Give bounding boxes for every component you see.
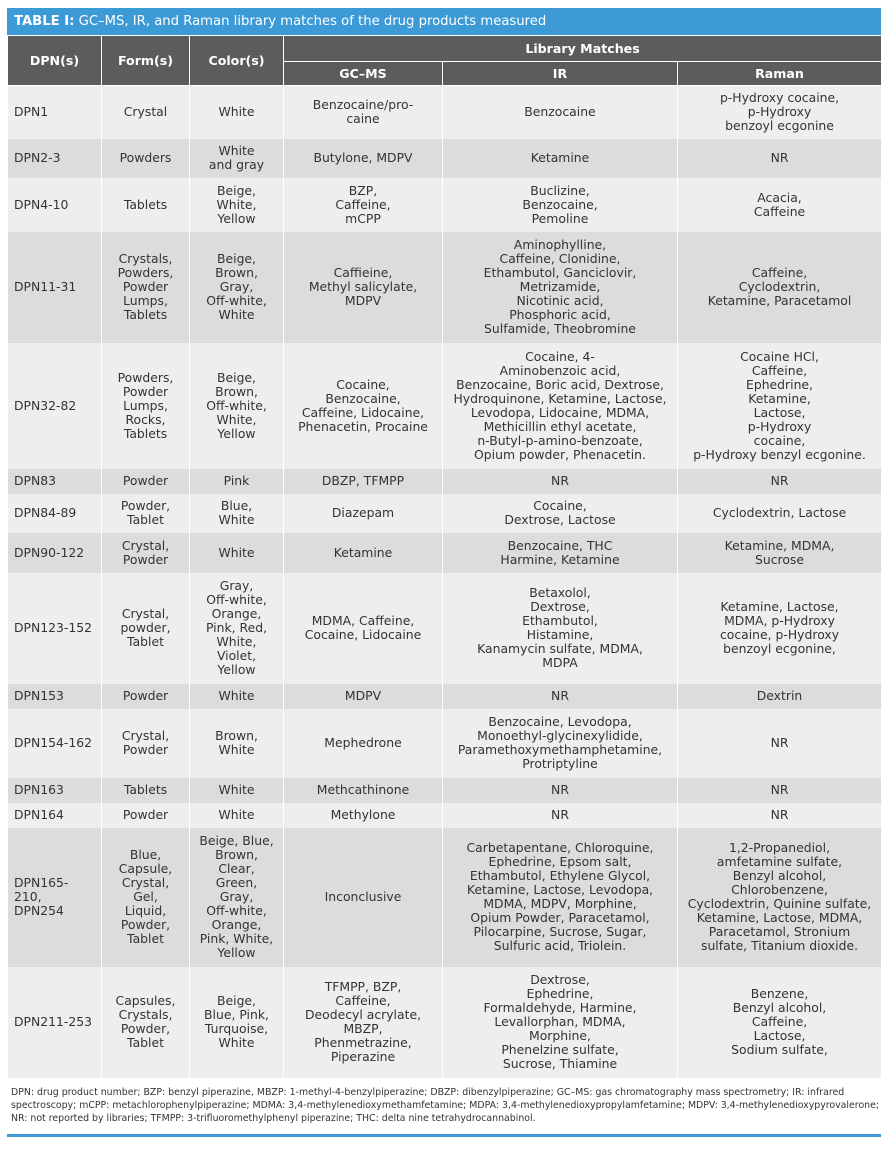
table-row (8, 778, 882, 803)
table-row (8, 803, 882, 828)
cell-dpn: DPN163 (8, 778, 102, 803)
cell-color: Beige, Blue, Pink, Turquoise, White (190, 967, 284, 1078)
cell-gcms: TFMPP, BZP, Caffeine, Deodecyl acrylate, MBZP, Phenmetrazine, Piperazine (284, 967, 443, 1078)
cell-color: White and gray (190, 139, 284, 178)
cell-gcms: Methylone (284, 803, 443, 828)
cell-raman: NR (678, 469, 882, 494)
table-row (8, 967, 882, 1078)
cell-ir: Dextrose, Ephedrine, Formaldehyde, Harmine, Levallorphan, MDMA, Morphine, Phenelzine sulfate, Sucrose, Thiamine (443, 967, 678, 1078)
cell-dpn: DPN11-31 (8, 232, 102, 343)
cell-color: White (190, 86, 284, 139)
cell-form: Powder (102, 803, 190, 828)
cell-gcms: Inconclusive (284, 828, 443, 967)
cell-gcms: Butylone, MDPV (284, 139, 443, 178)
table-row (8, 494, 882, 533)
cell-raman: Ketamine, MDMA, Sucrose (678, 533, 882, 573)
cell-ir: Buclizine, Benzocaine, Pemoline (443, 178, 678, 232)
cell-ir: Ketamine (443, 139, 678, 178)
cell-raman: NR (678, 778, 882, 803)
cell-gcms: DBZP, TFMPP (284, 469, 443, 494)
cell-ir: Cocaine, 4- Aminobenzoic acid, Benzocaine, Boric acid, Dextrose, Hydroquinone, Ketamine, Lactose, Levodopa, Lidocaine, MDMA, Methicillin ethyl acetate, n-Butyl-p-amino-benzoate, Opium powder, Phenacetin. (443, 343, 678, 469)
table-row (8, 86, 882, 139)
cell-color: White (190, 533, 284, 573)
cell-form: Powders, Powder Lumps, Rocks, Tablets (102, 343, 190, 469)
cell-ir: Carbetapentane, Chloroquine, Ephedrine, Epsom salt, Ethambutol, Ethylene Glycol, Ketamine, Lactose, Levodopa, MDMA, MDPV, Morphine, Opium Powder, Paracetamol, Pilocarpine, Sucrose, Sugar, Sulfuric acid, Triolein. (443, 828, 678, 967)
cell-dpn: DPN153 (8, 684, 102, 709)
cell-color: Blue, White (190, 494, 284, 533)
cell-raman: Ketamine, Lactose, MDMA, p-Hydroxy cocaine, p-Hydroxy benzoyl ecgonine, (678, 573, 882, 684)
table-row (8, 232, 882, 343)
cell-color: Beige, Brown, Off-white, White, Yellow (190, 343, 284, 469)
header-form: Form(s) (102, 36, 190, 86)
cell-dpn: DPN164 (8, 803, 102, 828)
cell-raman: Caffeine, Cyclodextrin, Ketamine, Paracetamol (678, 232, 882, 343)
cell-raman: NR (678, 139, 882, 178)
cell-color: White (190, 803, 284, 828)
cell-ir: NR (443, 469, 678, 494)
table-title-text: GC–MS, IR, and Raman library matches of the drug products measured (74, 14, 547, 29)
cell-ir: Benzocaine, THC Harmine, Ketamine (443, 533, 678, 573)
table-row (8, 828, 882, 967)
header-dpn: DPN(s) (8, 36, 102, 86)
cell-dpn: DPN211-253 (8, 967, 102, 1078)
table-title (7, 8, 881, 35)
cell-color: Beige, White, Yellow (190, 178, 284, 232)
cell-form: Tablets (102, 178, 190, 232)
table-row (8, 709, 882, 778)
cell-gcms: BZP, Caffeine, mCPP (284, 178, 443, 232)
cell-ir: Benzocaine, Levodopa, Monoethyl-glycinexylidide, Paramethoxymethamphetamine, Protriptyline (443, 709, 678, 778)
cell-dpn: DPN84-89 (8, 494, 102, 533)
table-row (8, 469, 882, 494)
cell-raman: Cocaine HCl, Caffeine, Ephedrine, Ketamine, Lactose, p-Hydroxy cocaine, p-Hydroxy benzyl ecgonine. (678, 343, 882, 469)
cell-ir: Betaxolol, Dextrose, Ethambutol, Histamine, Kanamycin sulfate, MDMA, MDPA (443, 573, 678, 684)
cell-color: Gray, Off-white, Orange, Pink, Red, White, Violet, Yellow (190, 573, 284, 684)
cell-raman: Benzene, Benzyl alcohol, Caffeine, Lactose, Sodium sulfate, (678, 967, 882, 1078)
cell-gcms: Diazepam (284, 494, 443, 533)
cell-dpn: DPN83 (8, 469, 102, 494)
cell-color: Brown, White (190, 709, 284, 778)
cell-dpn: DPN154-162 (8, 709, 102, 778)
table-row (8, 573, 882, 684)
cell-ir: NR (443, 803, 678, 828)
cell-form: Crystal, Powder (102, 709, 190, 778)
cell-form: Crystals, Powders, Powder Lumps, Tablets (102, 232, 190, 343)
cell-form: Powder, Tablet (102, 494, 190, 533)
cell-ir: Benzocaine (443, 86, 678, 139)
table-row (8, 533, 882, 573)
header-ir: IR (443, 62, 678, 86)
cell-dpn: DPN165- 210, DPN254 (8, 828, 102, 967)
header-raman: Raman (678, 62, 882, 86)
cell-ir: Aminophylline, Caffeine, Clonidine, Ethambutol, Ganciclovir, Metrizamide, Nicotinic acid, Phosphoric acid, Sulfamide, Theobromine (443, 232, 678, 343)
table-container (7, 8, 881, 1125)
cell-form: Powders (102, 139, 190, 178)
bottom-rule (7, 1134, 881, 1137)
cell-form: Powder (102, 684, 190, 709)
table-row (8, 178, 882, 232)
cell-form: Tablets (102, 778, 190, 803)
cell-color: White (190, 684, 284, 709)
cell-form: Crystal (102, 86, 190, 139)
cell-color: Beige, Brown, Gray, Off-white, White (190, 232, 284, 343)
table-row (8, 343, 882, 469)
cell-ir: NR (443, 778, 678, 803)
cell-ir: NR (443, 684, 678, 709)
cell-raman: Acacia, Caffeine (678, 178, 882, 232)
cell-dpn: DPN1 (8, 86, 102, 139)
cell-raman: 1,2-Propanediol, amfetamine sulfate, Benzyl alcohol, Chlorobenzene, Cyclodextrin, Quinine sulfate, Ketamine, Lactose, MDMA, Paracetamol, Stronium sulfate, Titanium dioxide. (678, 828, 882, 967)
table-title-label: TABLE I: (14, 14, 75, 29)
cell-color: Beige, Blue, Brown, Clear, Green, Gray, Off-white, Orange, Pink, White, Yellow (190, 828, 284, 967)
cell-dpn: DPN2-3 (8, 139, 102, 178)
cell-raman: Dextrin (678, 684, 882, 709)
cell-color: Pink (190, 469, 284, 494)
cell-gcms: Caffieine, Methyl salicylate, MDPV (284, 232, 443, 343)
cell-dpn: DPN4-10 (8, 178, 102, 232)
cell-color: White (190, 778, 284, 803)
cell-dpn: DPN123-152 (8, 573, 102, 684)
cell-form: Blue, Capsule, Crystal, Gel, Liquid, Powder, Tablet (102, 828, 190, 967)
cell-raman: NR (678, 709, 882, 778)
cell-form: Crystal, powder, Tablet (102, 573, 190, 684)
header-library-matches: Library Matches (284, 36, 882, 62)
cell-ir: Cocaine, Dextrose, Lactose (443, 494, 678, 533)
header-gcms: GC–MS (284, 62, 443, 86)
cell-form: Crystal, Powder (102, 533, 190, 573)
cell-gcms: Methcathinone (284, 778, 443, 803)
table-row (8, 139, 882, 178)
cell-raman: Cyclodextrin, Lactose (678, 494, 882, 533)
cell-dpn: DPN32-82 (8, 343, 102, 469)
cell-gcms: Benzocaine/pro- caine (284, 86, 443, 139)
cell-gcms: Mephedrone (284, 709, 443, 778)
cell-dpn: DPN90-122 (8, 533, 102, 573)
table-row (8, 684, 882, 709)
cell-gcms: MDMA, Caffeine, Cocaine, Lidocaine (284, 573, 443, 684)
cell-gcms: MDPV (284, 684, 443, 709)
cell-raman: p-Hydroxy cocaine, p-Hydroxy benzoyl ecgonine (678, 86, 882, 139)
cell-gcms: Cocaine, Benzocaine, Caffeine, Lidocaine, Phenacetin, Procaine (284, 343, 443, 469)
cell-form: Capsules, Crystals, Powder, Tablet (102, 967, 190, 1078)
table-footnote: DPN: drug product number; BZP: benzyl piperazine, MBZP: 1-methyl-4-benzylpiperazine; DBZP: dibenzylpiperazine; GC–MS: gas chromatography mass spectrometry; IR: infrared spectroscopy; mCPP: metachlorophenylpiperazine; MDMA: 3,4-methylenedioxymethamfetamine; MDPA: 3,4-methylenedioxypropylamfetamine; MDPV: 3,4-methylenedioxypyrovalerone; NR: not reported by libraries; TFMPP: 3-trifluoromethylphenyl piperazine; THC: delta nine tetrahydrocannabinol. (11, 1086, 880, 1124)
cell-raman: NR (678, 803, 882, 828)
header-color: Color(s) (190, 36, 284, 86)
cell-form: Powder (102, 469, 190, 494)
library-matches-table (7, 35, 882, 1078)
cell-gcms: Ketamine (284, 533, 443, 573)
